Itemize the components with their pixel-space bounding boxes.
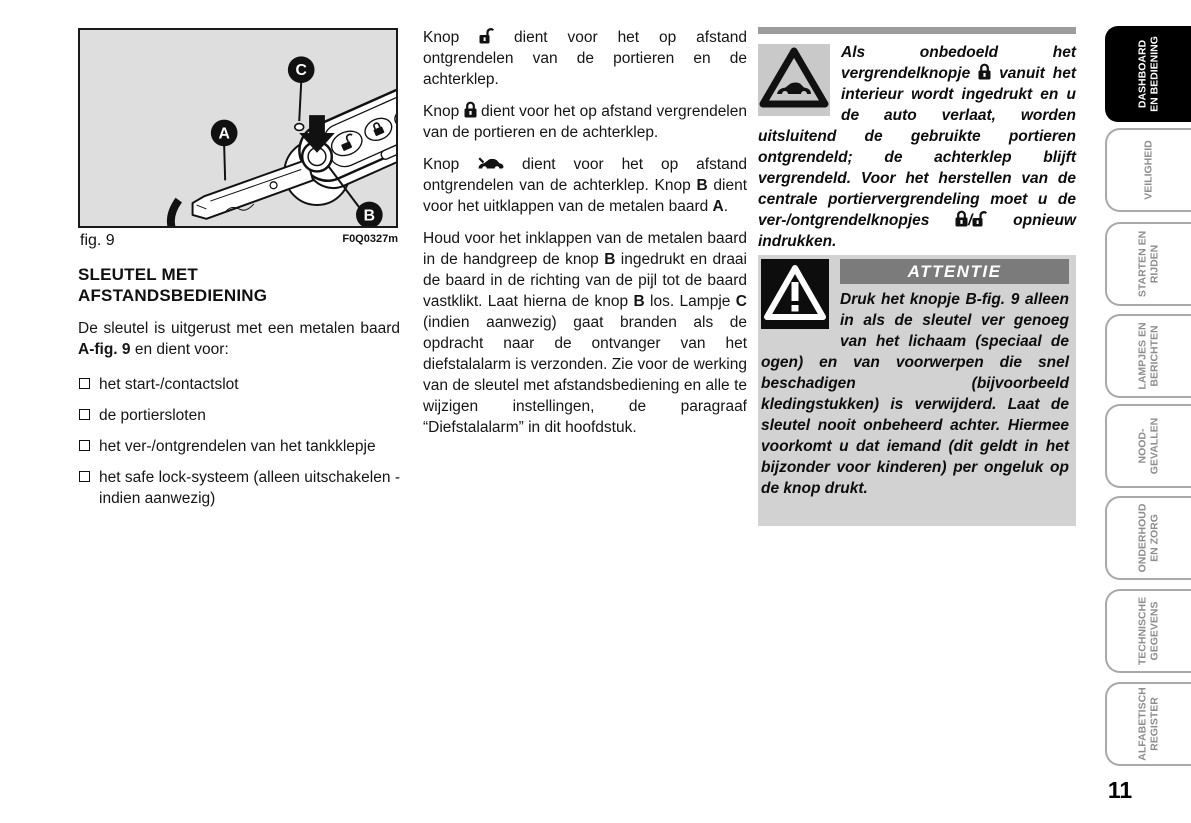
warning-text: Als onbedoeld het vergrendelknopje vanuit het interieur wordt ingedrukt en u de auto verlaat, worden uitsluitend de gebruikte portieren ontgrendeld; de achterklep blijft vergrendeld. Voor het herstellen van de centrale portiervergrendeling moet u de ver-/ontgrendelknopjes / opnieuw indrukken.	[758, 44, 1076, 250]
svg-text:A: A	[218, 125, 230, 143]
tab-lampjes-en-berichten[interactable]: LAMPJES EN BERICHTEN	[1105, 314, 1191, 398]
section-heading: SLEUTEL MET AFSTANDSBEDIENING	[78, 265, 268, 305]
key-uses-list	[78, 374, 400, 509]
list-item: het ver-/ontgrendelen van het tankklepje	[78, 436, 400, 457]
paragraph-unlock: Knop dient voor het op afstand ontgrendelen van de portieren en de achterklep.	[423, 29, 747, 88]
tab-technische-gegevens[interactable]: TECHNISCHE GEGEVENS	[1105, 589, 1191, 673]
svg-text:B: B	[363, 207, 376, 225]
flip-key-illustration	[80, 30, 396, 226]
warning-box-interior-lock	[758, 42, 1076, 252]
intro-paragraph: De sleutel is uitgerust met een metalen baard A-fig. 9 en dient voor:	[78, 320, 400, 358]
callout-c	[288, 56, 315, 121]
square-bullet-icon	[79, 440, 90, 451]
square-bullet-icon	[79, 471, 90, 482]
figure-caption-row	[78, 232, 398, 252]
padlock-open-icon	[972, 210, 987, 227]
attention-box	[758, 255, 1076, 526]
tab-onderhoud-en-zorg[interactable]: ONDERHOUD EN ZORG	[1105, 496, 1191, 580]
page-number: 11	[1107, 777, 1133, 803]
divider-bar	[758, 27, 1076, 34]
key-figure	[78, 28, 398, 228]
left-column	[78, 264, 400, 519]
padlock-closed-icon	[978, 63, 991, 80]
square-bullet-icon	[79, 378, 90, 389]
callout-a	[211, 120, 238, 181]
tab-alfabetisch-register[interactable]: ALFABETISCH REGISTER	[1105, 682, 1191, 766]
padlock-open-icon	[479, 27, 494, 44]
paragraph-trunk: Knop dient voor het op afstand ontgrendelen van de achterklep. Knop B dient voor het uitklappen van de metalen baard A.	[423, 156, 748, 215]
tab-veiligheid[interactable]: VEILIGHEID	[1105, 128, 1191, 212]
tab-dashboard-en-bediening[interactable]: DASHBOARD EN BEDIENING	[1105, 26, 1191, 122]
list-item: het start-/contactslot	[78, 374, 400, 395]
led-indicator	[295, 124, 304, 131]
paragraph-lock: Knop dient voor het op afstand vergrendelen van de portieren en de achterklep.	[423, 103, 747, 141]
list-item: de portiersloten	[78, 405, 400, 426]
right-column	[758, 27, 1076, 587]
tab-noodgevallen[interactable]: NOOD- GEVALLEN	[1105, 404, 1191, 488]
padlock-closed-icon	[955, 210, 968, 227]
middle-column	[423, 27, 747, 449]
attention-text: Druk het knopje B-fig. 9 alleen in als de sleutel ver genoeg van het lichaam (speciaal de ogen) en van voorwerpen die snel beschadigen (bijvoorbeeld kledingstukken) is verwijderd. Laat de sleutel nooit onbeheerd achter. Hiermee voorkomt u dat iemand (dit geldt in het bijzonder voor kinderen) per ongeluk op de knop drukt.	[761, 291, 1069, 497]
figure-caption: fig. 9	[80, 232, 115, 249]
warning-triangle-car-icon	[758, 44, 830, 116]
padlock-closed-icon	[464, 101, 477, 118]
tab-starten-en-rijden[interactable]: STARTEN EN RIJDEN	[1105, 222, 1191, 306]
square-bullet-icon	[79, 409, 90, 420]
svg-text:C: C	[295, 62, 307, 80]
car-trunk-open-icon	[477, 157, 504, 171]
list-item: het safe lock-systeem (alleen uitschakelen - indien aanwezig)	[78, 467, 400, 509]
paragraph-fold: Houd voor het inklappen van de metalen baard in de handgreep de knop B ingedrukt en draai de baard in de richting van de pijl tot de baard vastklikt. Laat hierna de knop B los. Lampje C (indien aanwezig) gaat branden als de opdracht naar de ontvanger van het diefstalalarm is verzonden. Zie voor de werking van de sleutel met afstandsbediening en alle te wijzigen instellingen, de paragraaf “Diefstalalarm” in dit hoofdstuk.	[423, 230, 747, 436]
attention-header: ATTENTIE	[840, 259, 1069, 284]
figure-code: F0Q0327m	[342, 233, 398, 245]
warning-triangle-exclamation-icon	[761, 259, 829, 329]
